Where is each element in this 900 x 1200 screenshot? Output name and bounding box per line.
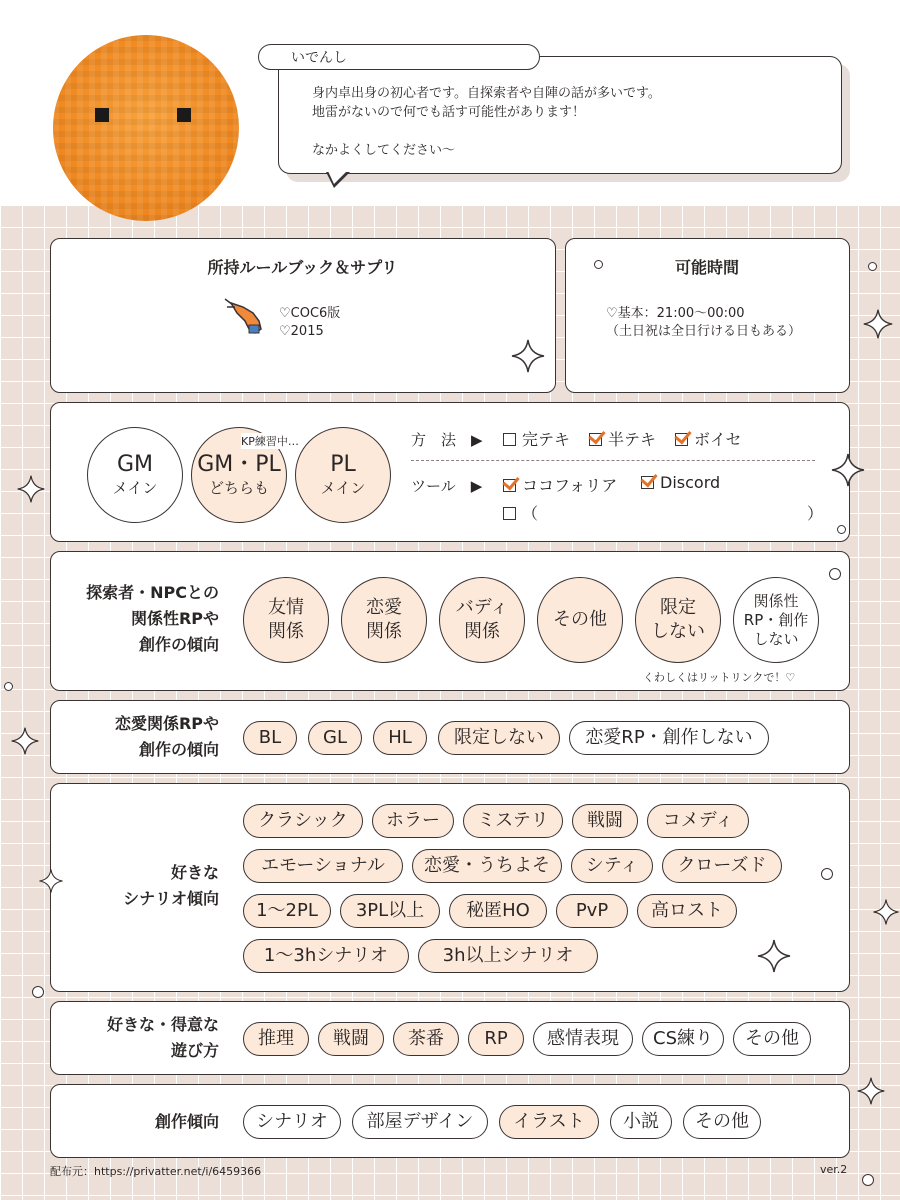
method-voice[interactable]: ボイセ [675, 427, 742, 450]
playstyle-tag[interactable]: その他 [733, 1022, 811, 1056]
scenario-tag[interactable]: ホラー [372, 804, 454, 838]
playstyle-card [50, 1001, 850, 1075]
checkbox-checked[interactable] [589, 433, 602, 446]
availability-line: ♡基本：21:00～00:00 [606, 306, 745, 321]
rulebook-card [50, 238, 556, 393]
romance-gl[interactable]: GL [308, 721, 362, 755]
scenario-tag[interactable]: 秘匿HO [449, 894, 547, 928]
decor-dot [821, 868, 833, 880]
intro-line: 身内卓出身の初心者です。自探索者や自陣の話が多いです。 [312, 86, 661, 101]
profile-name: いでんし [258, 44, 540, 70]
romance-none[interactable]: 恋愛RP・創作しない [569, 721, 769, 755]
relationship-friendship[interactable]: 友情 関係 [243, 577, 329, 663]
relationship-unlimited[interactable]: 限定 しない [635, 577, 721, 663]
scenario-tag[interactable]: エモーショナル [243, 849, 403, 883]
decor-dot [837, 525, 846, 534]
romance-card [50, 700, 850, 774]
creative-card [50, 1084, 850, 1158]
role-card [50, 402, 850, 542]
relationship-label: 探索者・NPCとの 関係性RPや 創作の傾向 [86, 583, 219, 654]
relationship-none[interactable]: 関係性 RP・創作 しない [733, 577, 819, 663]
tool-other[interactable]: （ [503, 501, 538, 524]
sparkle-icon [16, 474, 46, 504]
shrimp-icon [223, 295, 271, 337]
role-note: KP練習中… [241, 435, 299, 448]
playstyle-tag[interactable]: CS練り [642, 1022, 724, 1056]
tool-label: ツール ▶ [411, 477, 483, 495]
checkbox-checked[interactable] [641, 476, 654, 489]
relationship-card [50, 551, 850, 691]
scenario-tag[interactable]: 3PL以上 [340, 894, 440, 928]
rulebook-item: ♡2015 [279, 324, 324, 339]
playstyle-tag[interactable]: 茶番 [393, 1022, 459, 1056]
relationship-other[interactable]: その他 [537, 577, 623, 663]
tool-other-close: ） [807, 504, 824, 523]
intro-line: 地雷がないので何でも話す可能性があります！ [312, 105, 586, 120]
decor-dot [32, 986, 44, 998]
scenario-tag[interactable]: PvP [556, 894, 628, 928]
scenario-label: 好きな シナリオ傾向 [123, 863, 219, 908]
sparkle-icon [862, 308, 894, 340]
footer-version: ver.2 [820, 1163, 848, 1176]
playstyle-tag[interactable]: RP [468, 1022, 524, 1056]
scenario-tag[interactable]: 恋愛・うちよそ [412, 849, 562, 883]
scenario-tag[interactable]: 戦闘 [572, 804, 638, 838]
divider [411, 460, 815, 461]
creative-tag[interactable]: シナリオ [243, 1105, 341, 1139]
sparkle-icon [830, 452, 866, 488]
decor-dot [868, 262, 877, 271]
scenario-tag[interactable]: コメディ [647, 804, 749, 838]
sparkle-icon [38, 868, 64, 894]
sparkle-icon [872, 898, 900, 926]
romance-hl[interactable]: HL [373, 721, 427, 755]
role-pl-main[interactable]: PL メイン [295, 427, 391, 523]
intro-line: なかよくしてください～ [312, 143, 456, 158]
scenario-tag[interactable]: 3h以上シナリオ [418, 939, 598, 973]
availability-text [606, 305, 801, 341]
sparkle-icon [10, 726, 40, 756]
method-han-teki[interactable]: 半テキ [589, 427, 656, 450]
checkbox[interactable] [503, 507, 516, 520]
relationship-note: くわしくはリットリンクで！♡ [643, 671, 796, 684]
tool-cocofolia[interactable]: ココフォリア [503, 473, 617, 496]
romance-bl[interactable]: BL [243, 721, 297, 755]
creative-tag[interactable]: 部屋デザイン [352, 1105, 488, 1139]
avatar [53, 35, 239, 221]
availability-line: （土日祝は全日行ける日もある） [606, 324, 802, 339]
creative-tag[interactable]: イラスト [499, 1105, 599, 1139]
playstyle-tag[interactable]: 戦闘 [318, 1022, 384, 1056]
rulebook-list [279, 305, 340, 341]
sparkle-icon [756, 938, 792, 974]
sparkle-icon [510, 338, 546, 374]
tool-discord[interactable]: Discord [641, 473, 720, 492]
role-gm-pl-both[interactable]: GM・PL どちらも [191, 427, 287, 523]
creative-label: 創作傾向 [154, 1112, 219, 1131]
playstyle-tag[interactable]: 感情表現 [533, 1022, 633, 1056]
intro-line [312, 122, 661, 141]
sparkle-icon [856, 1076, 886, 1106]
playstyle-tag[interactable]: 推理 [243, 1022, 309, 1056]
profile-intro [312, 84, 661, 160]
scenario-tag[interactable]: 1～3hシナリオ [243, 939, 409, 973]
scenario-tag[interactable]: 高ロスト [637, 894, 737, 928]
scenario-tag[interactable]: シティ [571, 849, 653, 883]
avatar-eye-right [177, 108, 191, 122]
method-kan-teki[interactable]: 完テキ [503, 427, 570, 450]
scenario-tag[interactable]: ミステリ [463, 804, 563, 838]
availability-card [565, 238, 850, 393]
footer-source[interactable]: 配布元：https://privatter.net/i/6459366 [50, 1165, 262, 1178]
checkbox[interactable] [503, 433, 516, 446]
decor-dot [4, 682, 13, 691]
scenario-card [50, 783, 850, 992]
relationship-buddy[interactable]: バディ 関係 [439, 577, 525, 663]
scenario-tag[interactable]: クローズド [662, 849, 782, 883]
romance-unlimited[interactable]: 限定しない [438, 721, 560, 755]
scenario-tag[interactable]: 1～2PL [243, 894, 331, 928]
decor-dot [862, 1174, 874, 1186]
decor-dot [594, 260, 603, 269]
role-gm-main[interactable]: GM メイン [87, 427, 183, 523]
playstyle-label: 好きな・得意な 遊び方 [106, 1015, 219, 1060]
method-label: 方 法 ▶ [411, 431, 483, 449]
creative-tag[interactable]: 小説 [610, 1105, 672, 1139]
checkbox-checked[interactable] [503, 479, 516, 492]
romance-label: 恋愛関係RPや 創作の傾向 [114, 714, 219, 759]
creative-tag[interactable]: その他 [683, 1105, 761, 1139]
availability-title: 可能時間 [674, 258, 739, 277]
scenario-tag[interactable]: クラシック [243, 804, 363, 838]
rulebook-item: ♡COC6版 [279, 306, 341, 321]
relationship-romance[interactable]: 恋愛 関係 [341, 577, 427, 663]
avatar-eye-left [95, 108, 109, 122]
decor-dot [829, 568, 841, 580]
checkbox-checked[interactable] [675, 433, 688, 446]
rulebook-title: 所持ルールブック＆サプリ [207, 258, 398, 277]
